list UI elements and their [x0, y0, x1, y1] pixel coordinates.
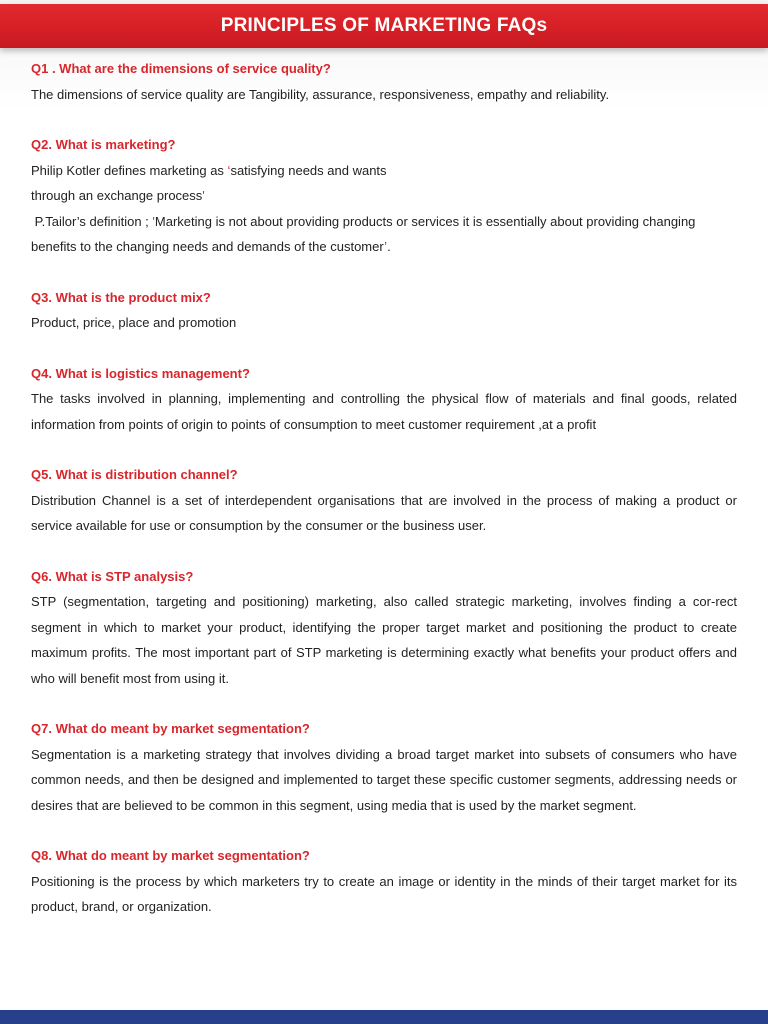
faq-answer: Positioning is the process by which marketers try to create an image or identity in the minds of their target market for its product, brand, or organization.: [31, 873, 737, 914]
faq-question: Q3. What is the product mix?: [31, 289, 211, 305]
answer-line: [31, 209, 737, 260]
faq-question: Q4. What is logistics management?: [31, 365, 250, 381]
quote-mark: ': [152, 213, 155, 229]
page-title: PRINCIPLES OF MARKETING FAQs: [220, 15, 548, 36]
answer-line: [31, 158, 737, 184]
faq-answer: The tasks involved in planning, implementing and controlling the physical flow of materials and final goods, related information from points of origin to points of consumption to meet customer requirement ,at a profit: [31, 391, 737, 432]
faq-item-q4: [31, 361, 737, 438]
quote-mark: ': [202, 188, 205, 203]
title-banner: [0, 4, 768, 48]
faq-answer: [31, 158, 737, 260]
faq-item-q8: [31, 843, 737, 920]
faq-question: Q7. What do meant by market segmentation?: [31, 721, 310, 736]
faq-answer: Product, price, place and promotion: [31, 315, 237, 330]
answer-text: Philip Kotler defines marketing as: [31, 162, 228, 178]
faq-question: Q6. What is STP analysis?: [31, 568, 194, 584]
faq-item-q3: [31, 285, 737, 336]
faq-question: Q8. What do meant by market segmentation?: [31, 848, 310, 863]
faq-item-q1: [31, 56, 737, 107]
answer-line: [31, 183, 737, 209]
faq-list: [31, 56, 737, 945]
answer-text: .: [387, 239, 391, 254]
answer-text: Marketing is not about providing products or services it is essentially about providing changing benefits to the changing needs and demands of the customer: [31, 213, 696, 254]
quote-mark: ’: [384, 239, 388, 254]
faq-item-q2: [31, 132, 737, 260]
answer-text: through an exchange process: [31, 188, 203, 203]
quote-mark: ‘: [227, 162, 231, 178]
faq-answer: The dimensions of service quality are Tangibility, assurance, responsiveness, empathy and reliability.: [31, 86, 610, 102]
footer-bar: [0, 1010, 768, 1024]
faq-item-q5: [31, 462, 737, 539]
faq-question: Q1 . What are the dimensions of service quality?: [31, 61, 331, 76]
faq-answer: STP (segmentation, targeting and positioning) marketing, also called strategic marketing, involves finding a cor-rect segment in which to market your product, identifying the proper target market and positioning the product to create maximum profits. The most important part of STP marketing is determining exactly what benefits your product offers and who will benefit most from using it.: [31, 594, 737, 686]
faq-answer: Distribution Channel is a set of interdependent organisations that are involved in the process of making a product or service available for use or consumption by the consumer or the business user.: [31, 492, 737, 533]
faq-answer: Segmentation is a marketing strategy that involves dividing a broad target market into subsets of consumers who have common needs, and then be designed and implemented to target these specific customer segments, addressing needs or desires that are believed to be common in this segment, using media that is used by the market segment.: [31, 746, 737, 813]
faq-item-q7: [31, 716, 737, 818]
answer-text: satisfying needs and wants: [230, 162, 387, 178]
faq-question: Q2. What is marketing?: [31, 137, 176, 152]
faq-question: Q5. What is distribution channel?: [31, 467, 238, 482]
faq-item-q6: [31, 564, 737, 692]
answer-text: P.Tailor’s definition ;: [31, 213, 153, 229]
